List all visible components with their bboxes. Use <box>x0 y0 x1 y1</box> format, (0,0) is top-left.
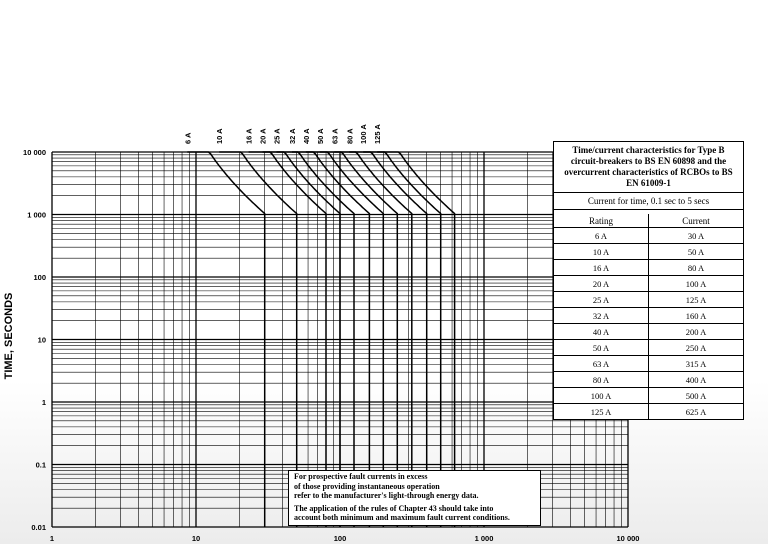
x-tick-label: 1 <box>49 534 55 543</box>
curve-label: 32 A <box>287 128 297 144</box>
note-line: of those providing instantaneous operation <box>294 481 440 491</box>
table-title: Time/current characteristics for Type B circuit-breakers to BS EN 60898 and the overcurrent characteristics of RCBOs to BS EN 61009-1 <box>554 142 743 193</box>
table-row <box>554 259 743 275</box>
table-header-rating: Rating <box>554 214 649 227</box>
curve-label: 25 A <box>272 128 282 144</box>
curve-label: 10 A <box>215 128 225 144</box>
table-cell-current: 125 A <box>685 294 707 305</box>
table-rows <box>554 227 743 419</box>
characteristics-table <box>553 141 744 420</box>
curve-label: 20 A <box>258 128 268 144</box>
table-row <box>554 403 743 419</box>
table-row <box>554 275 743 291</box>
y-tick-label: 0.01 <box>31 523 46 532</box>
table-cell-current: 50 A <box>687 246 705 257</box>
curve-label: 6 A <box>183 132 193 144</box>
y-tick-label: 10 000 <box>23 148 46 157</box>
table-cell-rating: 125 A <box>554 404 649 419</box>
table-cell-rating: 25 A <box>554 292 649 307</box>
table-row <box>554 227 743 243</box>
table-cell-rating: 6 A <box>554 228 649 243</box>
table-row <box>554 243 743 259</box>
curve-label: 125 A <box>373 124 383 144</box>
table-row <box>554 307 743 323</box>
note-line: For prospective fault currents in excess <box>294 472 428 481</box>
table-subtitle: Current for time, 0.1 sec to 5 secs <box>554 193 743 210</box>
curve-label: 50 A <box>315 128 325 144</box>
table-cell-current: 400 A <box>685 374 707 385</box>
curve-label: 100 A <box>359 124 369 144</box>
table-cell-current: 250 A <box>685 342 707 353</box>
table-cell-current: 315 A <box>685 358 707 369</box>
table-row <box>554 323 743 339</box>
x-tick-label: 10 000 <box>616 534 640 543</box>
table-cell-current: 200 A <box>685 326 707 337</box>
table-cell-rating: 80 A <box>554 372 649 387</box>
table-header <box>554 210 743 227</box>
table-row <box>554 291 743 307</box>
table-row <box>554 371 743 387</box>
table-cell-current: 100 A <box>685 278 707 289</box>
table-cell-rating: 20 A <box>554 276 649 291</box>
table-cell-current: 30 A <box>687 230 705 241</box>
curve-label: 63 A <box>330 128 340 144</box>
x-tick-label: 1 000 <box>474 534 494 543</box>
table-cell-rating: 50 A <box>554 340 649 355</box>
table-header-current: Current <box>682 215 710 226</box>
table-cell-current: 625 A <box>685 406 707 417</box>
x-tick-label: 10 <box>191 534 201 543</box>
note-line: account both minimum and maximum fault current conditions. <box>294 513 510 522</box>
y-tick-label: 0.1 <box>35 460 46 470</box>
table-cell-rating: 40 A <box>554 324 649 339</box>
table-cell-rating: 16 A <box>554 260 649 275</box>
table-row <box>554 387 743 403</box>
table-cell-rating: 10 A <box>554 244 649 259</box>
table-row <box>554 339 743 355</box>
y-tick-label: 1 000 <box>27 210 46 220</box>
note-box <box>288 470 541 526</box>
table-cell-current: 80 A <box>687 262 705 273</box>
table-cell-rating: 32 A <box>554 308 649 323</box>
y-tick-label: 10 <box>37 335 46 345</box>
note-line: The application of the rules of Chapter 43 should take into <box>294 503 494 513</box>
note-line: refer to the manufacturer's light-through energy data. <box>294 491 479 500</box>
x-tick-label: 100 <box>333 534 347 543</box>
table-cell-rating: 100 A <box>554 388 649 403</box>
y-tick-label: 100 <box>33 273 46 282</box>
table-cell-rating: 63 A <box>554 356 649 371</box>
curve-label: 16 A <box>244 128 254 144</box>
curve-label: 80 A <box>345 128 355 144</box>
table-row <box>554 355 743 371</box>
table-cell-current: 500 A <box>685 390 707 401</box>
curve-label: 40 A <box>301 128 311 144</box>
table-cell-current: 160 A <box>685 310 707 321</box>
y-axis-label: TIME, SECONDS <box>3 292 15 380</box>
y-tick-label: 1 <box>41 398 46 407</box>
